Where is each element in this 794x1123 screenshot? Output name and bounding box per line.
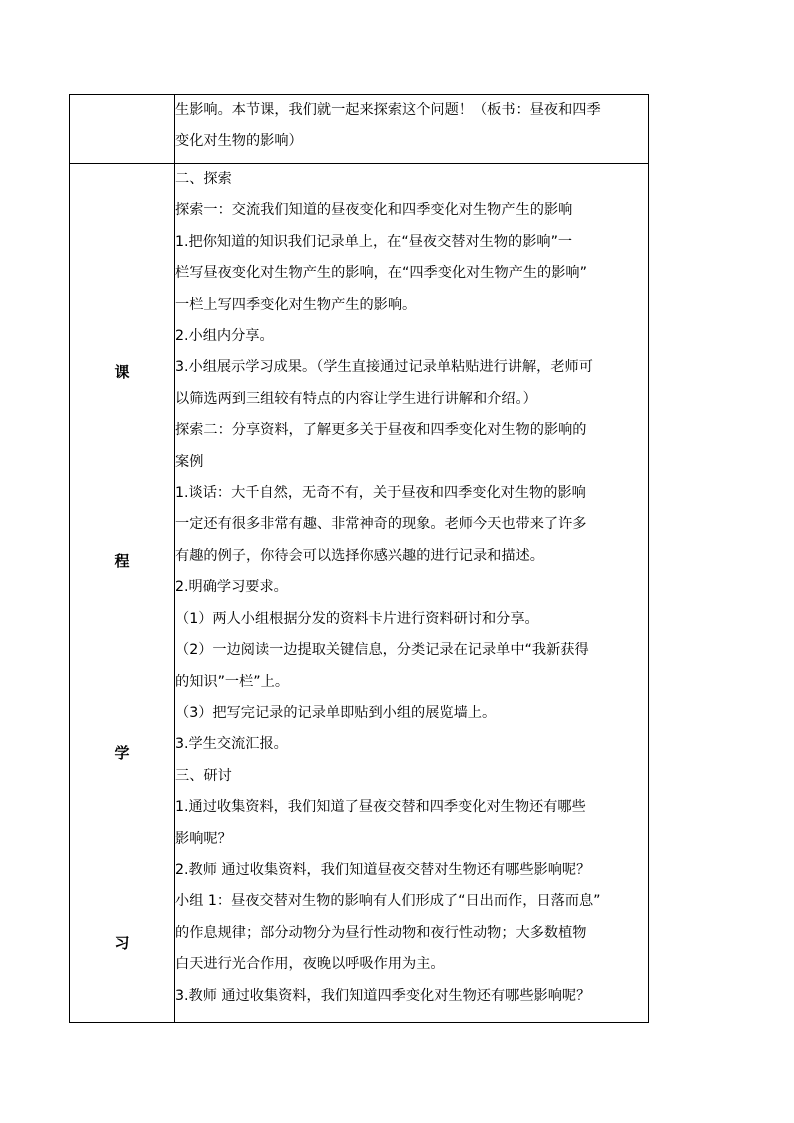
text-line: 1.谈话：大千自然，无奇不有，关于昼夜和四季变化对生物的影响 [175, 485, 586, 502]
heading-explore: 二、探索 [175, 171, 232, 187]
text-line: 以筛选两到三组较有特点的内容让学生进行讲解和介绍。） [175, 390, 537, 407]
text-line: 栏写昼夜变化对生物产生的影响，在“四季变化对生物产生的影响” [175, 265, 587, 282]
label-char: 程 [114, 552, 130, 570]
text-line: 一栏上写四季变化对生物产生的影响。 [175, 296, 417, 313]
text-line: 的知识”一栏”上。 [175, 673, 290, 690]
table-row [70, 95, 649, 164]
text-line: 2.教师 通过收集资料，我们知道昼夜交替对生物还有哪些影响呢？ [175, 861, 591, 878]
text-line: 变化对生物的影响） [175, 133, 303, 150]
text-line: （2）一边阅读一边提取关键信息，分类记录在记录单中“我新获得 [175, 642, 589, 659]
text-line: 小组 1：昼夜交替对生物的影响有人们形成了“日出而作，日落而息” [175, 893, 601, 910]
text-line: 案例 [175, 453, 204, 470]
text-line: 探索一：交流我们知道的昼夜变化和四季变化对生物产生的影响 [175, 202, 573, 219]
lesson-plan-table [69, 94, 649, 1023]
label-cell-empty [70, 95, 175, 164]
label-char: 课 [114, 363, 130, 381]
text-line: 影响呢？ [175, 830, 232, 847]
text-line: 的作息规律；部分动物分为昼行性动物和夜行性动物；大多数植物 [175, 924, 587, 941]
table-row [70, 164, 649, 1023]
text-line: 探索二：分享资料，了解更多关于昼夜和四季变化对生物的影响的 [175, 422, 587, 439]
content-cell [175, 164, 649, 1023]
text-line: 生影响。本节课，我们就一起来探索这个问题！（板书：昼夜和四季 [175, 102, 601, 118]
section-label-cell [70, 164, 175, 1023]
text-line: 有趣的例子，你待会可以选择你感兴趣的进行记录和描述。 [175, 547, 544, 564]
text-line: 2.小组内分享。 [175, 328, 274, 345]
text-line: （1）两人小组根据分发的资料卡片进行资料研讨和分享。 [175, 610, 539, 627]
text-line: （3）把写完记录的记录单即贴到小组的展览墙上。 [175, 704, 497, 721]
text-line: 一定还有很多非常有趣、非常神奇的现象。老师今天也带来了许多 [175, 516, 587, 533]
label-char: 学 [114, 744, 130, 762]
heading-discuss: 三、研讨 [175, 767, 232, 784]
text-line: 3.小组展示学习成果。（学生直接通过记录单粘贴进行讲解，老师可 [175, 359, 593, 376]
text-line: 1.把你知道的知识我们记录单上，在“昼夜交替对生物的影响”一 [175, 233, 573, 250]
text-line: 白天进行光合作用，夜晚以呼吸作用为主。 [175, 956, 445, 973]
text-line: 3.教师 通过收集资料，我们知道四季变化对生物还有哪些影响呢？ [175, 987, 591, 1004]
text-line: 2.明确学习要求。 [175, 579, 288, 596]
text-line: 1.通过收集资料，我们知道了昼夜交替和四季变化对生物还有哪些 [175, 799, 586, 816]
text-line: 3.学生交流汇报。 [175, 736, 288, 753]
content-cell [175, 95, 649, 164]
label-char: 习 [114, 934, 130, 952]
